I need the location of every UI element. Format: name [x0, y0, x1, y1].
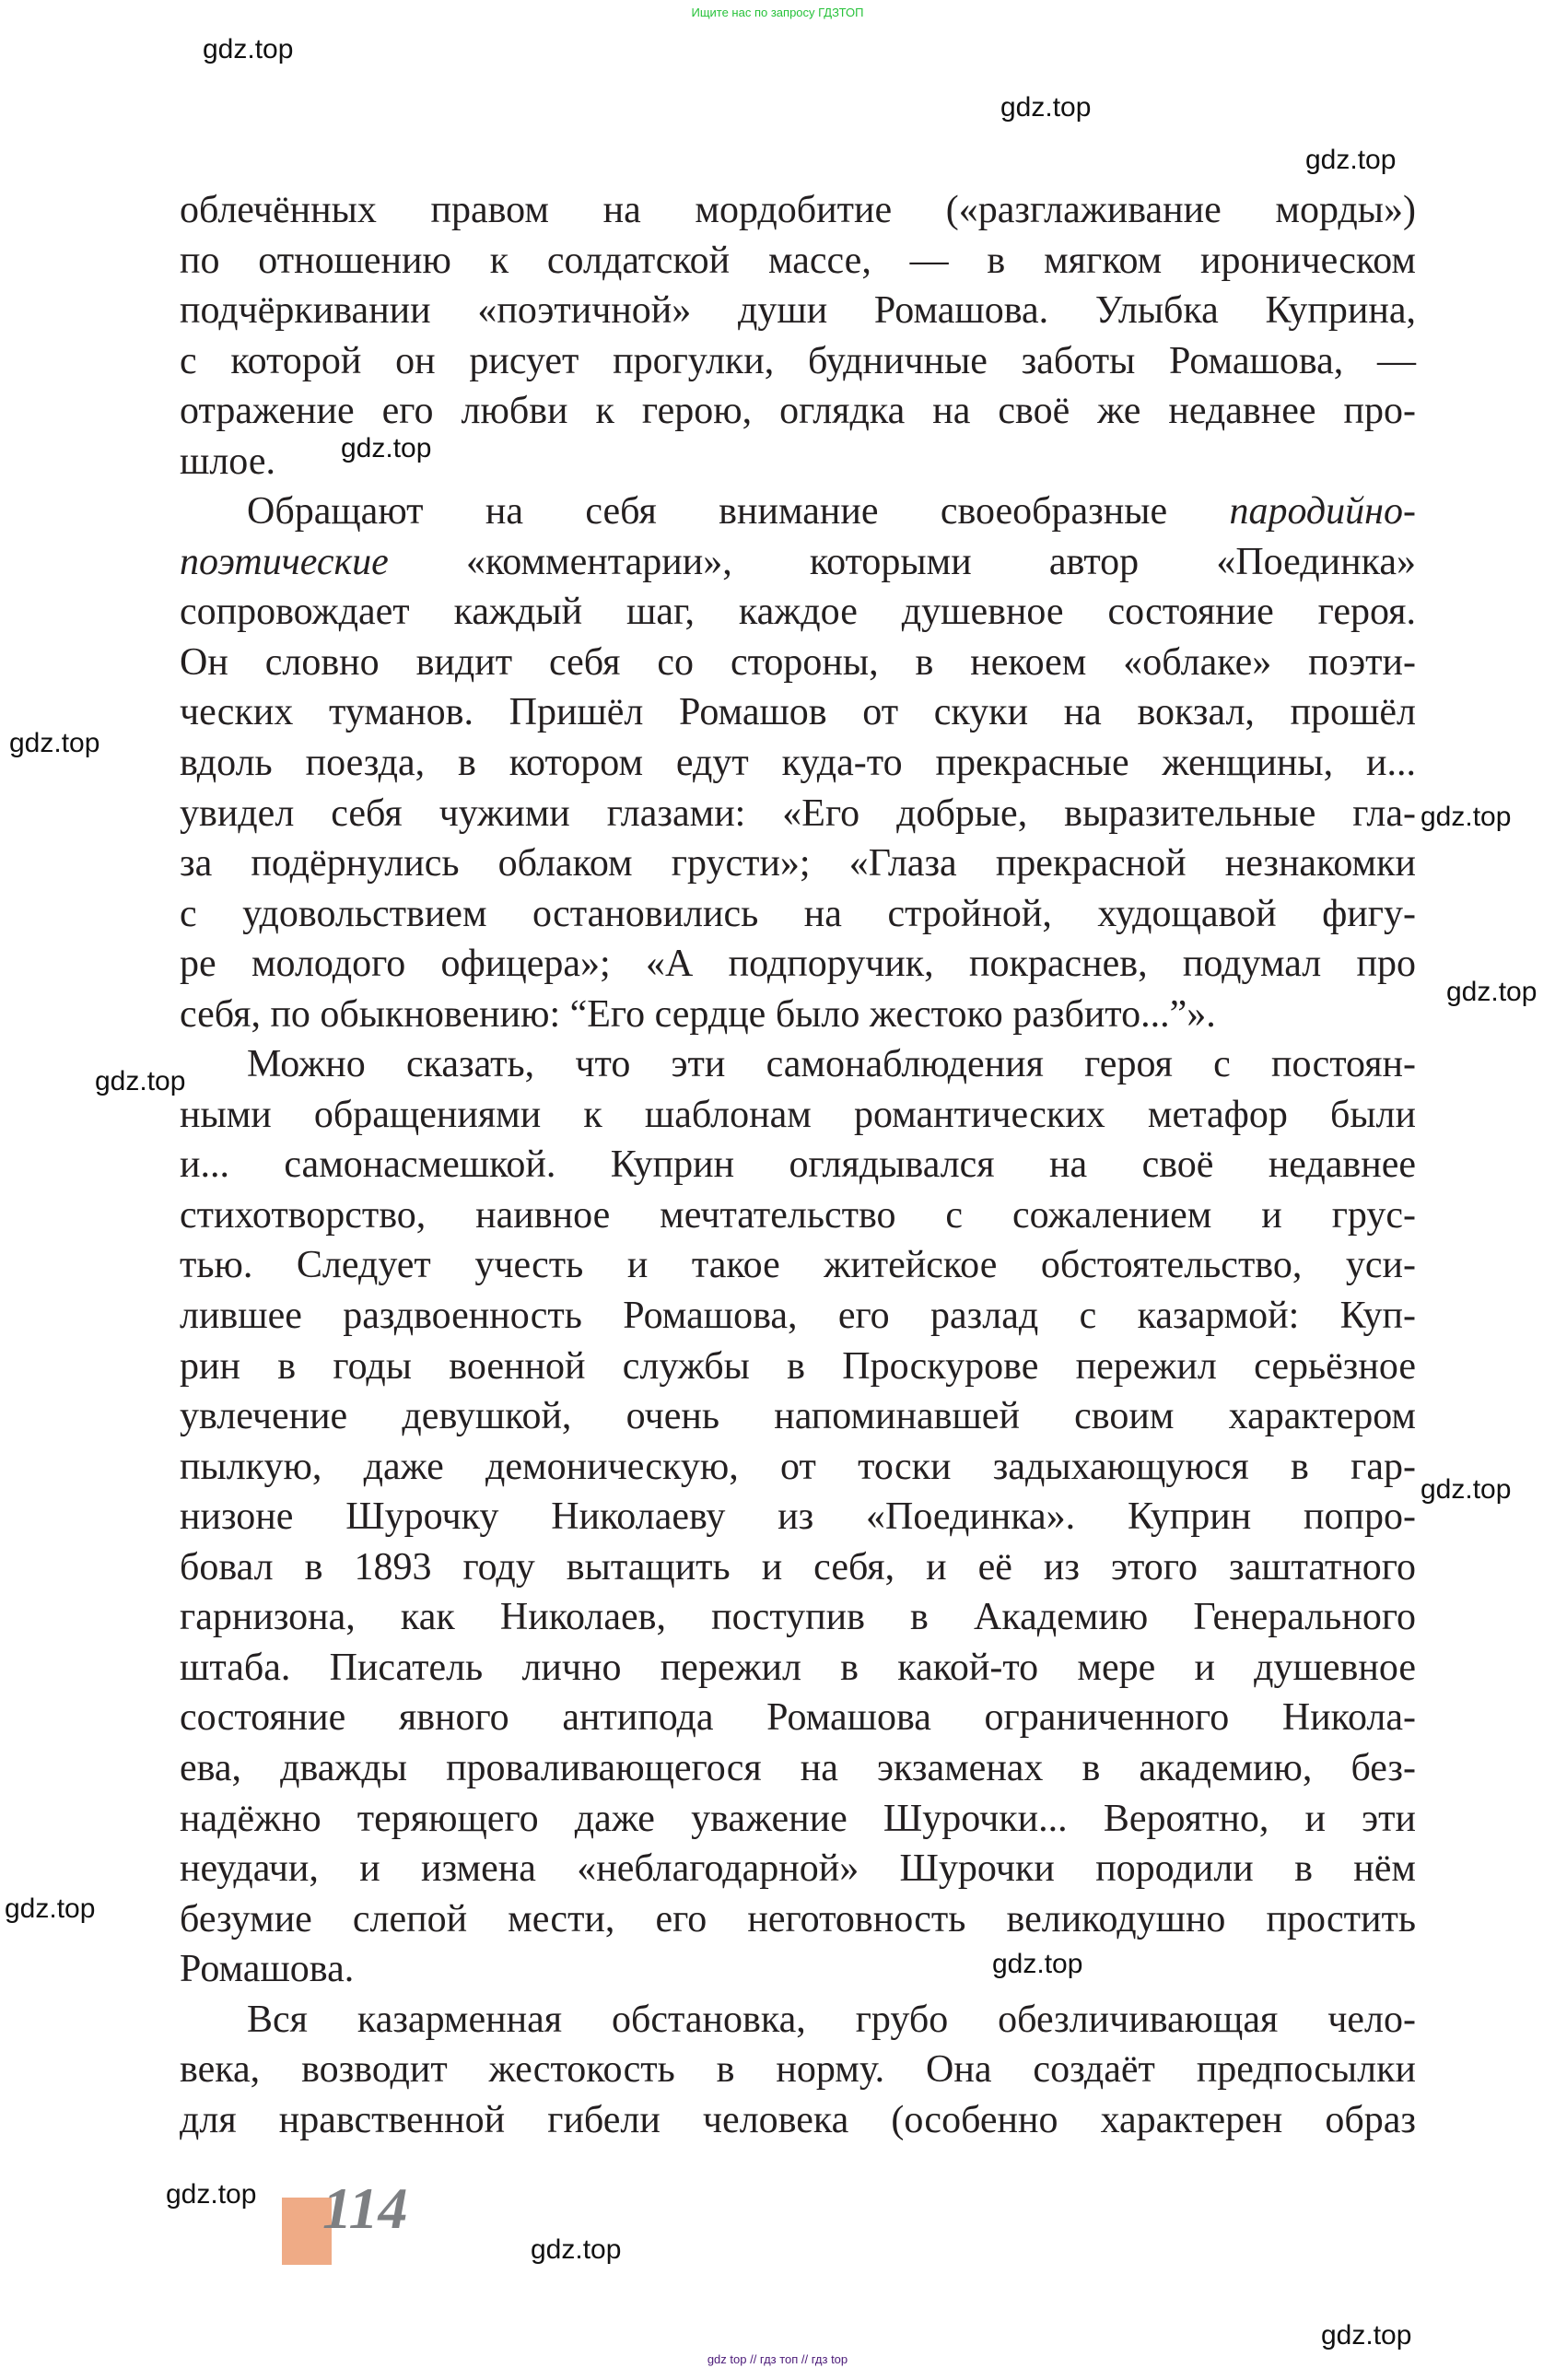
- text-segment: отражение его любви к герою, оглядка на своё же недавнее про-: [180, 390, 1416, 433]
- watermark: gdz.top: [1421, 1474, 1512, 1505]
- text-segment: сопровождает каждый шаг, каждое душевное состояние героя.: [180, 591, 1416, 634]
- text-segment: бовал в 1893 году вытащить и себя, и её из этого заштатного: [180, 1545, 1416, 1589]
- text-segment: рин в годы военной службы в Проскурове пережил серьёзное: [180, 1344, 1416, 1388]
- text-segment: облечённых правом на мордобитие («разглаживание морды»): [180, 189, 1416, 231]
- watermark: gdz.top: [5, 1893, 96, 1924]
- watermark: gdz.top: [203, 34, 294, 64]
- text-line: [180, 185, 1416, 236]
- text-line: [180, 990, 1416, 1040]
- text-line: [180, 1039, 1416, 1090]
- text-line: [180, 1342, 1416, 1392]
- text-line: [180, 838, 1416, 889]
- text-segment: ева, дважды проваливающегося на экзаменах в академию, без-: [180, 1746, 1416, 1789]
- text-line: [180, 1442, 1416, 1493]
- text-line: [180, 687, 1416, 738]
- text-segment: неудачи, и измена «неблагодарной» Шурочки породили в нём: [180, 1847, 1416, 1891]
- text-segment: низоне Шурочку Николаеву из «Поединка». Куприн попро-: [180, 1495, 1416, 1539]
- text-segment: пылкую, даже демоническую, от тоски задыхающуюся в гар-: [180, 1445, 1416, 1488]
- text-segment: с которой он рисует прогулки, будничные заботы Ромашова, —: [180, 339, 1416, 382]
- watermark: gdz.top: [1305, 145, 1397, 175]
- text-segment: для нравственной гибели человека (особенно характерен образ: [180, 2098, 1416, 2141]
- text-line: [180, 1944, 1416, 1995]
- text-segment: увлечение девушкой, очень напоминавшей своим характером: [180, 1395, 1416, 1438]
- text-line: [180, 1743, 1416, 1794]
- italic-term: поэтические: [180, 540, 389, 583]
- italic-term: пародийно-: [1229, 490, 1416, 533]
- text-segment: ре молодого офицера»; «А подпоручик, покраснев, подумал про: [180, 943, 1416, 986]
- text-segment: гарнизона, как Николаев, поступив в Академию Генерального: [180, 1596, 1416, 1639]
- text-segment: себя, по обыкновению: “Его сердце было жестоко разбито...”».: [180, 992, 1216, 1036]
- text-segment: века, возводит жестокость в норму. Она создаёт предпосылки: [180, 2048, 1416, 2092]
- text-line: [180, 487, 1416, 537]
- text-line: [180, 2045, 1416, 2095]
- text-line: [180, 587, 1416, 638]
- text-segment: вдоль поезда, в котором едут куда-то прекрасные женщины, и...: [180, 742, 1416, 785]
- text-segment: с удовольствием остановились на стройной, худощавой фигу-: [180, 892, 1416, 935]
- text-line: [180, 236, 1416, 287]
- text-line: [180, 1240, 1416, 1291]
- text-line: [180, 1190, 1416, 1241]
- text-line: [180, 1391, 1416, 1442]
- text-segment: Он словно видит себя со стороны, в некоем «облаке» поэти-: [180, 640, 1416, 684]
- text-line: [180, 2095, 1416, 2146]
- text-segment: по отношению к солдатской массе, — в мягком ироническом: [180, 239, 1416, 282]
- text-segment: надёжно теряющего даже уважение Шурочки... Вероятно, и эти: [180, 1797, 1416, 1840]
- text-line: [180, 1090, 1416, 1141]
- watermark: gdz.top: [1421, 802, 1512, 832]
- text-line: [180, 1291, 1416, 1342]
- text-segment: увидел себя чужими глазами: «Его добрые, выразительные гла-: [180, 791, 1416, 835]
- text-line: [180, 1693, 1416, 1743]
- text-line: [180, 336, 1416, 387]
- text-line: [180, 537, 1416, 588]
- watermark: gdz.top: [95, 1066, 186, 1096]
- text-line: [180, 1492, 1416, 1542]
- footer-links: gdz top // гдз топ // гдз top: [707, 2352, 848, 2366]
- watermark: gdz.top: [9, 728, 100, 758]
- text-segment: за подёрнулись облаком грусти»; «Глаза прекрасной незнакомки: [180, 842, 1416, 885]
- text-segment: «комментарии», которыми автор «Поединка»: [388, 540, 1416, 583]
- text-line: [180, 738, 1416, 789]
- text-line: [180, 1542, 1416, 1593]
- text-segment: подчёркивании «поэтичной» души Ромашова. Улыбка Куприна,: [180, 289, 1416, 333]
- text-segment: тью. Следует учесть и такое житейское обстоятельство, уси-: [180, 1244, 1416, 1287]
- watermark: gdz.top: [166, 2179, 257, 2210]
- text-segment: Можно сказать, что эти самонаблюдения героя с постоян-: [247, 1043, 1416, 1086]
- text-segment: состояние явного антипода Ромашова ограниченного Никола-: [180, 1696, 1416, 1740]
- watermark: gdz.top: [992, 1949, 1083, 1979]
- text-segment: лившее раздвоенность Ромашова, его разлад с казармой: Куп-: [180, 1295, 1416, 1338]
- body-text: [180, 185, 1416, 2145]
- text-line: [180, 1794, 1416, 1845]
- watermark: gdz.top: [531, 2234, 622, 2265]
- watermark: gdz.top: [1000, 92, 1092, 123]
- text-segment: и... самонасмешкой. Куприн оглядывался на своё недавнее: [180, 1143, 1416, 1187]
- text-segment: штаба. Писатель лично пережил в какой-то мере и душевное: [180, 1646, 1416, 1689]
- text-line: [180, 889, 1416, 940]
- text-segment: безумие слепой мести, его неготовность великодушно простить: [180, 1897, 1416, 1940]
- text-line: [180, 437, 1416, 487]
- text-line: [180, 789, 1416, 839]
- text-line: [180, 638, 1416, 688]
- text-line: [180, 939, 1416, 990]
- page-number: 114: [322, 2175, 408, 2241]
- watermark: gdz.top: [1321, 2320, 1412, 2351]
- text-segment: Вся казарменная обстановка, грубо обезличивающая чело-: [247, 1998, 1416, 2041]
- text-line: [180, 1894, 1416, 1945]
- text-segment: Ромашова.: [180, 1948, 355, 1991]
- text-segment: шлое.: [180, 440, 275, 483]
- text-line: [180, 286, 1416, 336]
- watermark: gdz.top: [341, 433, 432, 463]
- text-line: [180, 1592, 1416, 1643]
- text-line: [180, 1844, 1416, 1894]
- search-hint-banner: Ищите нас по запросу ГДЗТОП: [691, 6, 864, 19]
- text-line: [180, 386, 1416, 437]
- text-line: [180, 1995, 1416, 2046]
- text-segment: ными обращениями к шаблонам романтических метафор были: [180, 1093, 1416, 1136]
- text-segment: стихотворство, наивное мечтательство с сожалением и грус-: [180, 1193, 1416, 1237]
- watermark: gdz.top: [1446, 977, 1537, 1007]
- text-line: [180, 1643, 1416, 1694]
- text-segment: ческих туманов. Пришёл Ромашов от скуки на вокзал, прошёл: [180, 691, 1416, 734]
- text-segment: Обращают на себя внимание своеобразные: [247, 490, 1230, 533]
- text-line: [180, 1140, 1416, 1190]
